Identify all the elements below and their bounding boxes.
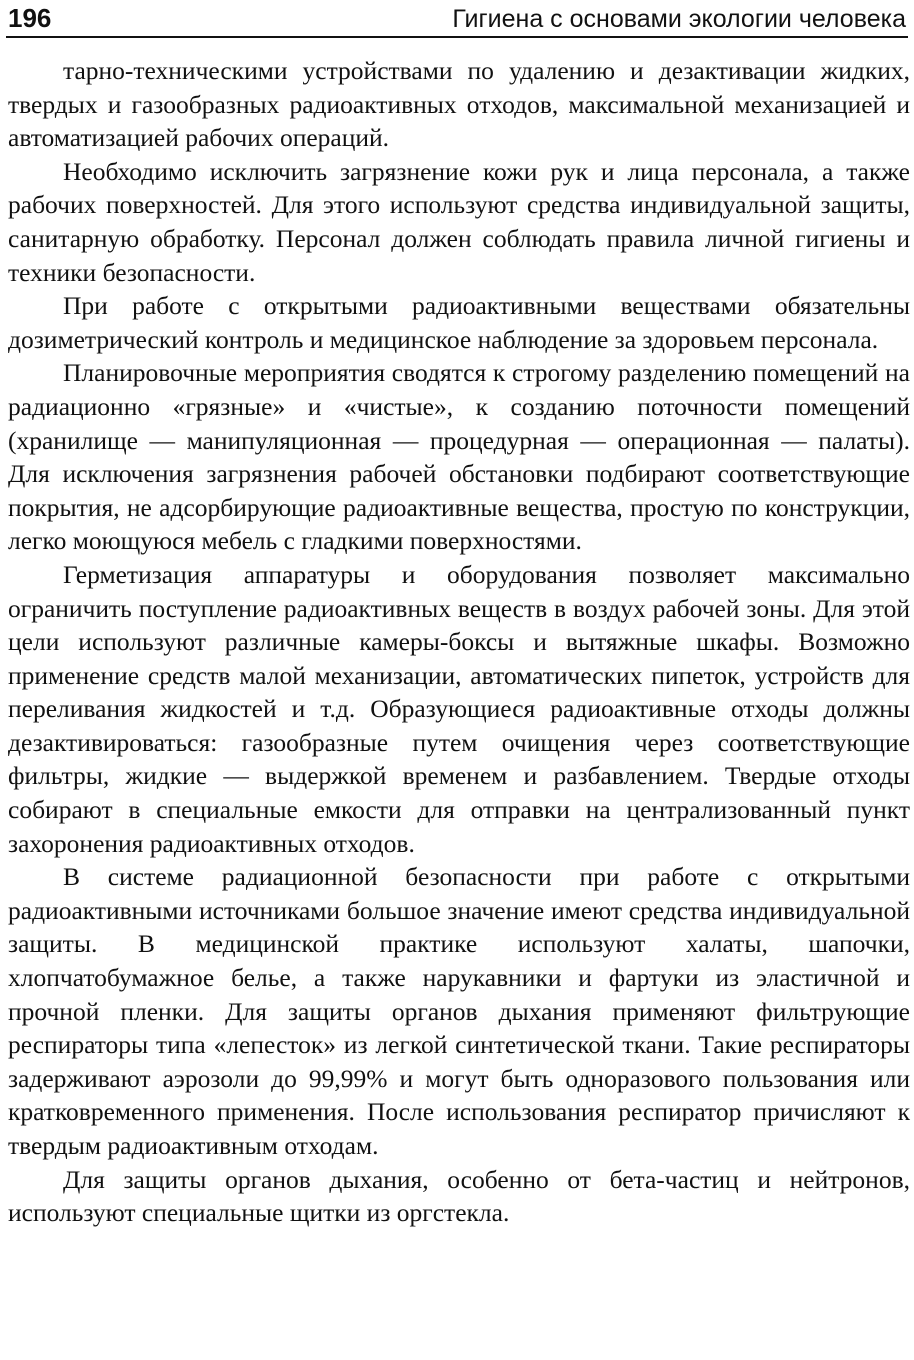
paragraph: При работе с открытыми радиоактивными веществами обязательны дозиметрический контроль и медицинское наблюдение за здоровьем персонала. <box>8 291 910 354</box>
paragraph: Герметизация аппаратуры и оборудования позволяет максимально ограничить поступление радиоактивных веществ в воздух рабочей зоны. Для этой цели используют различные камеры-боксы и вытяжные шкафы. Возможно применение средств малой механизации, автоматических пипеток, устройств для переливания жидкостей и т.д. Образующиеся радиоактивные отходы должны дезактивироваться: газообразные путем очищения через соответствующие фильтры, жидкие — выдержкой временем и разбавлением. Твердые отходы собирают в специальные емкости для отправки на централизованный пункт захоронения радиоактивных отходов. <box>8 559 910 858</box>
paragraph: Для защиты органов дыхания, особенно от бета-частиц и нейтронов, используют специальные щитки из оргстекла. <box>8 1164 910 1228</box>
page-number: 196 <box>8 3 52 33</box>
running-header <box>6 0 908 38</box>
running-title: Гигиена с основами экологии человека <box>452 5 906 33</box>
body-text <box>8 54 910 1230</box>
paragraph: В системе радиационной безопасности при работе с открытыми радиоактивными источниками большое значение имеют средства индивидуальной защиты. В медицинской практике используют халаты, шапочки, хлопчатобумажное белье, а также нарукавники и фартуки из эластичной и прочной пленки. Для защиты органов дыхания применяют фильтрующие респираторы типа «лепесток» из легкой синтетической ткани. Такие респираторы задерживают аэрозоли до 99,99% и могут быть одноразового пользования или кратковременного применения. После использования респиратор причисляют к твердым радиоактивным отходам. <box>8 862 910 1160</box>
paragraph-continued: тарно-техническими устройствами по удалению и дезактивации жидких, твердых и газообразных радиоактивных отходов, максимальной механизацией и автоматизацией рабочих операций. <box>8 56 910 153</box>
paragraph: Планировочные мероприятия сводятся к строгому разделению помещений на радиационно «грязные» и «чистые», к созданию поточности помещений (хранилище — манипуляционная — процедурная — операционная — палаты). Для исключения загрязнения рабочей обстановки подбирают соответствующие покрытия, не адсорбирующие радиоактивные вещества, простую по конструкции, легко моющуюся мебель с гладкими поверхностями. <box>8 358 910 556</box>
paragraph: Необходимо исключить загрязнение кожи рук и лица персонала, а также рабочих поверхностей. Для этого используют средства индивидуальной защиты, санитарную обработку. Персонал должен соблюдать правила личной гигиены и техники безопасности. <box>8 156 910 287</box>
